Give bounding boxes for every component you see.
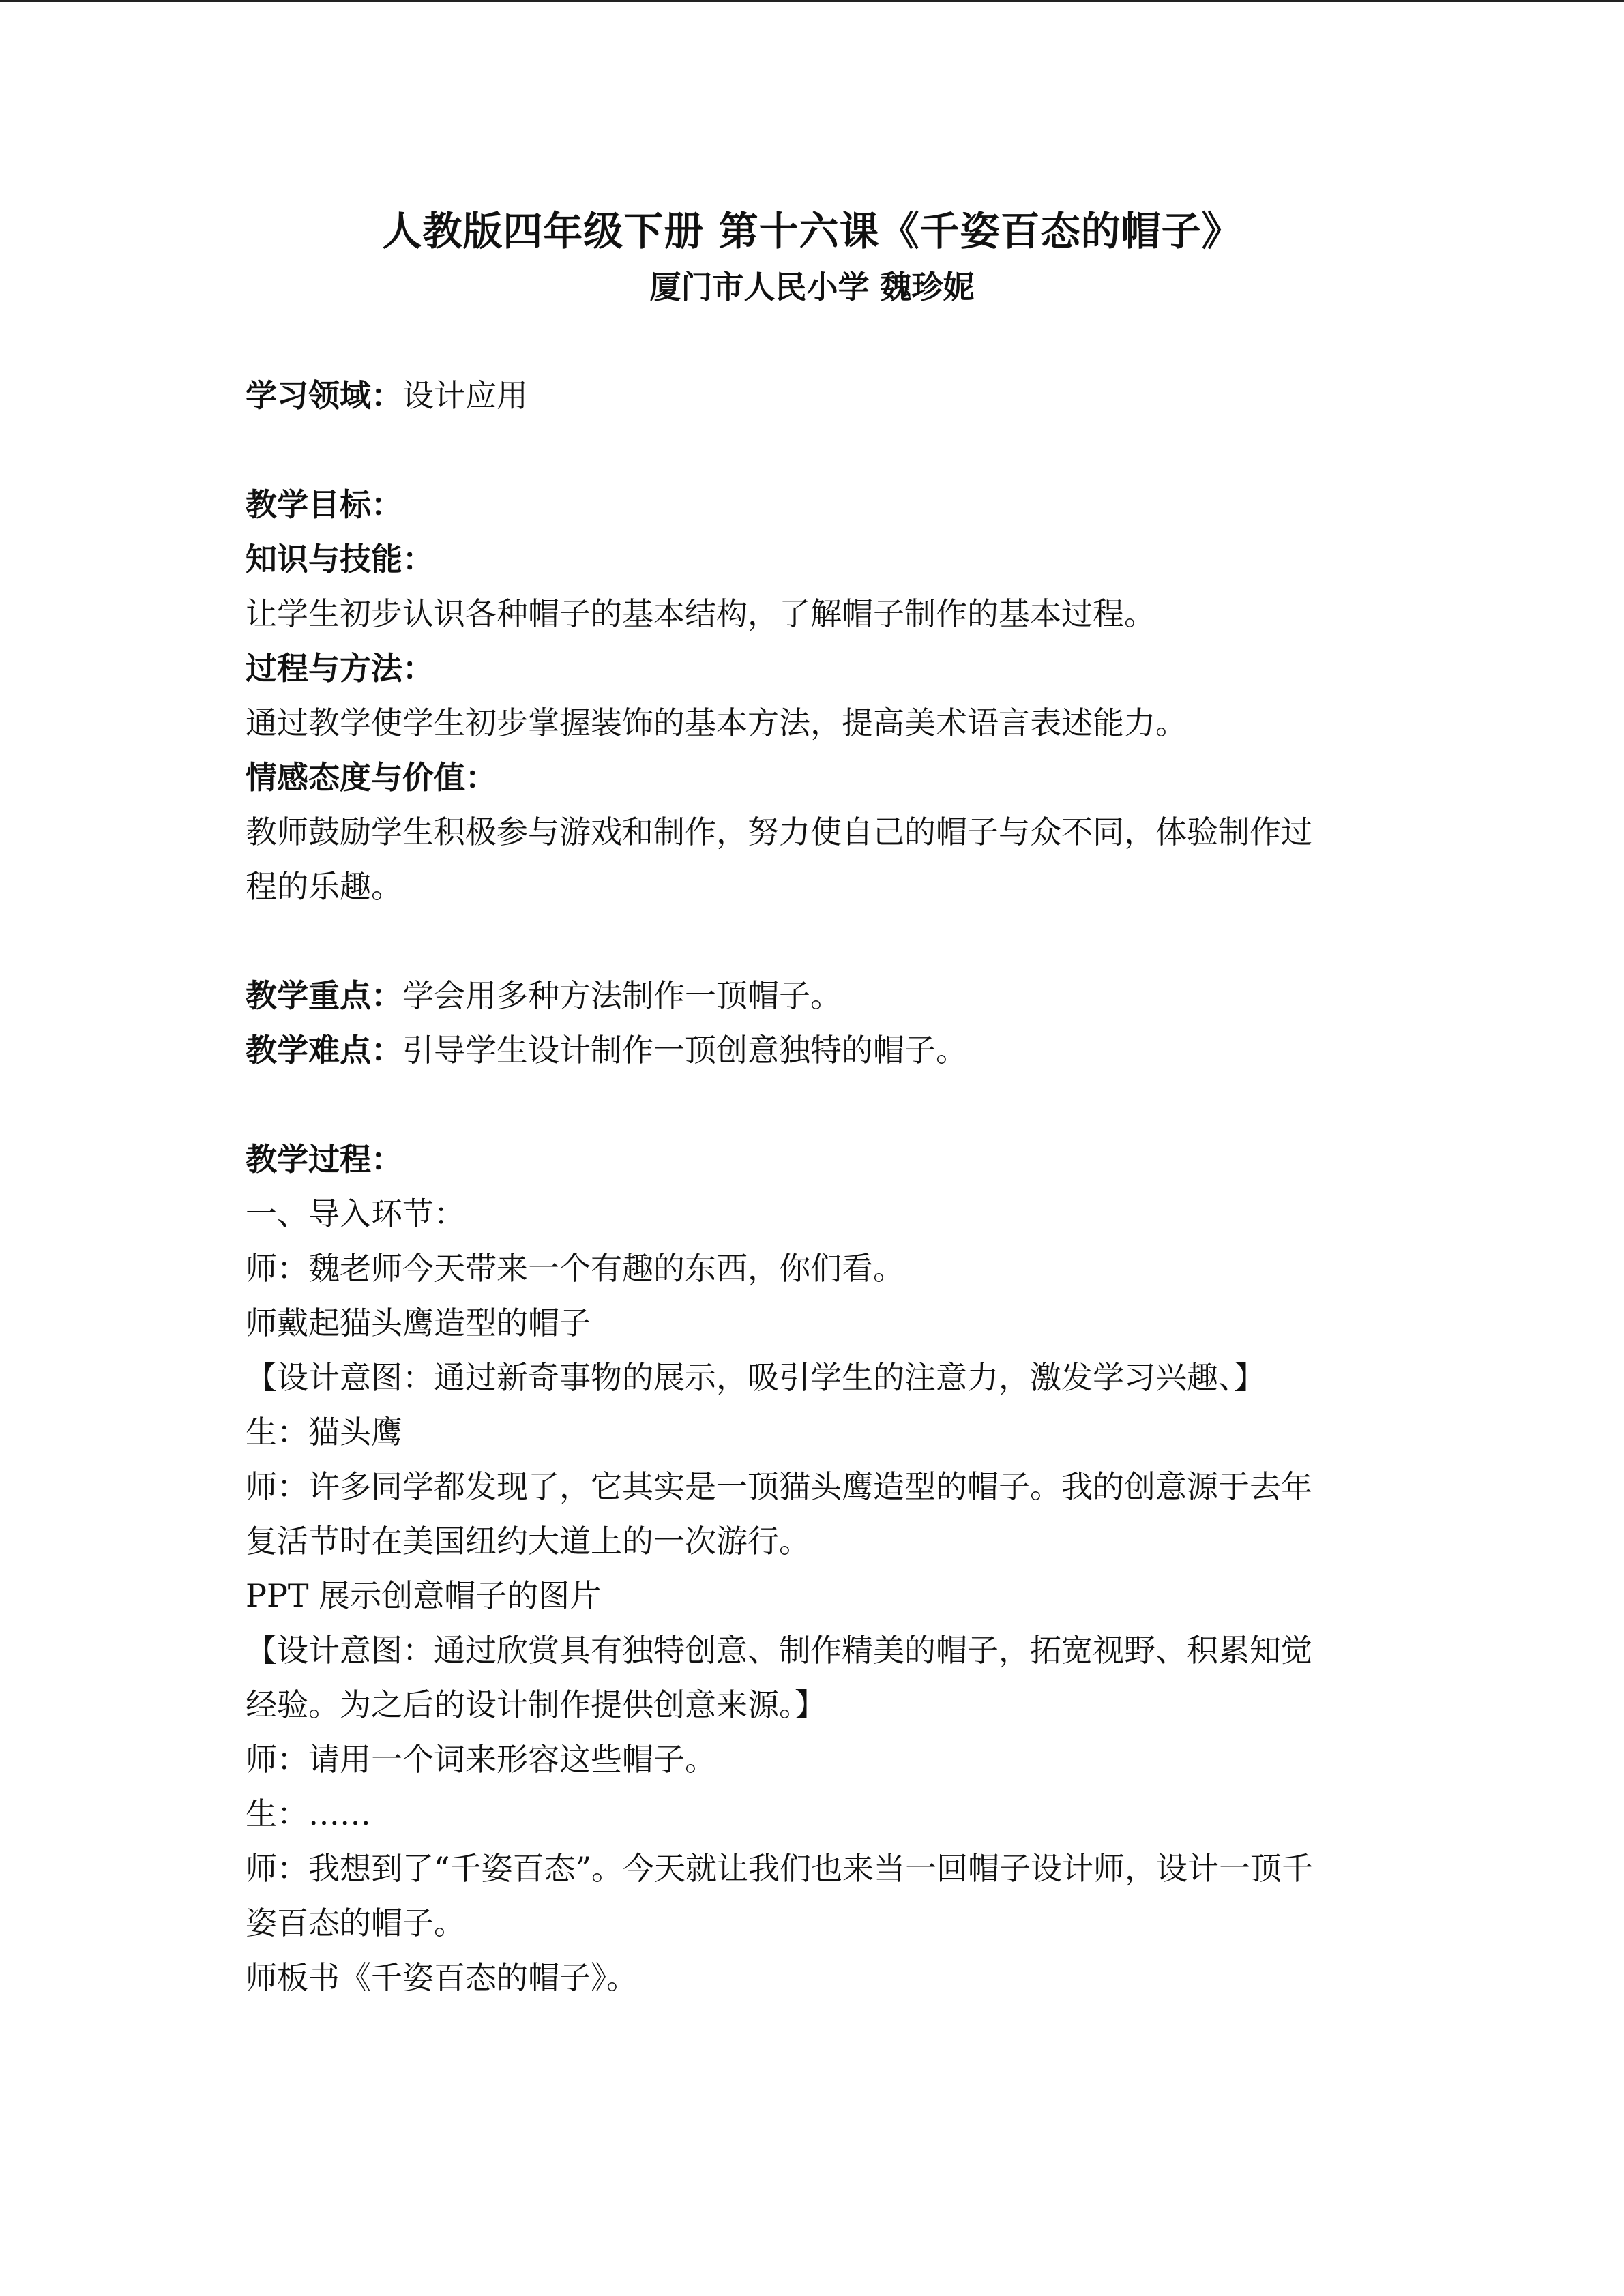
process-line: PPT 展示创意帽子的图片 xyxy=(246,1577,602,1614)
process-line: 复活节时在美国纽约大道上的一次游行。 xyxy=(246,1523,810,1560)
process-method-text: 通过教学使学生初步掌握装饰的基本方法，提高美术语言表述能力。 xyxy=(246,704,1187,741)
key-point-label: 教学重点： xyxy=(246,977,402,1014)
key-point-value: 学会用多种方法制作一顶帽子。 xyxy=(402,977,842,1014)
document-title: 人教版四年级下册 第十六课《千姿百态的帽子》 xyxy=(382,208,1242,254)
process-line: 师：魏老师今天带来一个有趣的东西，你们看。 xyxy=(246,1250,904,1287)
process-line: 师：请用一个词来形容这些帽子。 xyxy=(246,1741,716,1778)
teaching-process-heading: 教学过程： xyxy=(246,1141,402,1178)
emotion-text-line-2: 程的乐趣。 xyxy=(246,868,402,905)
process-method-heading: 过程与方法： xyxy=(246,650,434,687)
learning-field-label: 学习领域： xyxy=(246,377,402,414)
process-line: 生：…… xyxy=(246,1795,371,1832)
process-line: 师：我想到了“千姿百态”。今天就让我们也来当一回帽子设计师，设计一顶千 xyxy=(246,1850,1314,1887)
process-line: 生：猫头鹰 xyxy=(246,1414,402,1450)
process-line: 经验。为之后的设计制作提供创意来源。】 xyxy=(246,1686,826,1723)
difficulty xyxy=(246,1023,1371,1077)
knowledge-heading: 知识与技能： xyxy=(246,541,434,578)
process-line: 师板书《千姿百态的帽子》。 xyxy=(246,1959,638,1996)
knowledge-text: 让学生初步认识各种帽子的基本结构，了解帽子制作的基本过程。 xyxy=(246,595,1155,632)
learning-field xyxy=(246,368,1371,423)
objectives-heading: 教学目标： xyxy=(246,486,402,523)
difficulty-value: 引导学生设计制作一顶创意独特的帽子。 xyxy=(402,1032,967,1069)
process-line: 姿百态的帽子。 xyxy=(246,1905,465,1941)
document-body xyxy=(246,368,1371,2005)
process-line: 【设计意图：通过新奇事物的展示，吸引学生的注意力，激发学习兴趣、】 xyxy=(246,1359,1265,1396)
process-line: 一、导入环节： xyxy=(246,1195,465,1232)
process-line: 师：许多同学都发现了，它其实是一顶猫头鹰造型的帽子。我的创意源于去年 xyxy=(246,1468,1312,1505)
difficulty-label: 教学难点： xyxy=(246,1032,402,1069)
document-author: 厦门市人民小学 魏珍妮 xyxy=(649,269,975,305)
page-top-border xyxy=(0,0,1624,2)
key-point xyxy=(246,968,1371,1023)
process-line: 【设计意图：通过欣赏具有独特创意、制作精美的帽子，拓宽视野、积累知觉 xyxy=(246,1632,1312,1669)
emotion-text-line-1: 教师鼓励学生积极参与游戏和制作，努力使自己的帽子与众不同，体验制作过 xyxy=(246,814,1312,850)
emotion-heading: 情感态度与价值： xyxy=(246,759,497,796)
learning-field-value: 设计应用 xyxy=(402,377,528,414)
process-line: 师戴起猫头鹰造型的帽子 xyxy=(246,1304,591,1341)
